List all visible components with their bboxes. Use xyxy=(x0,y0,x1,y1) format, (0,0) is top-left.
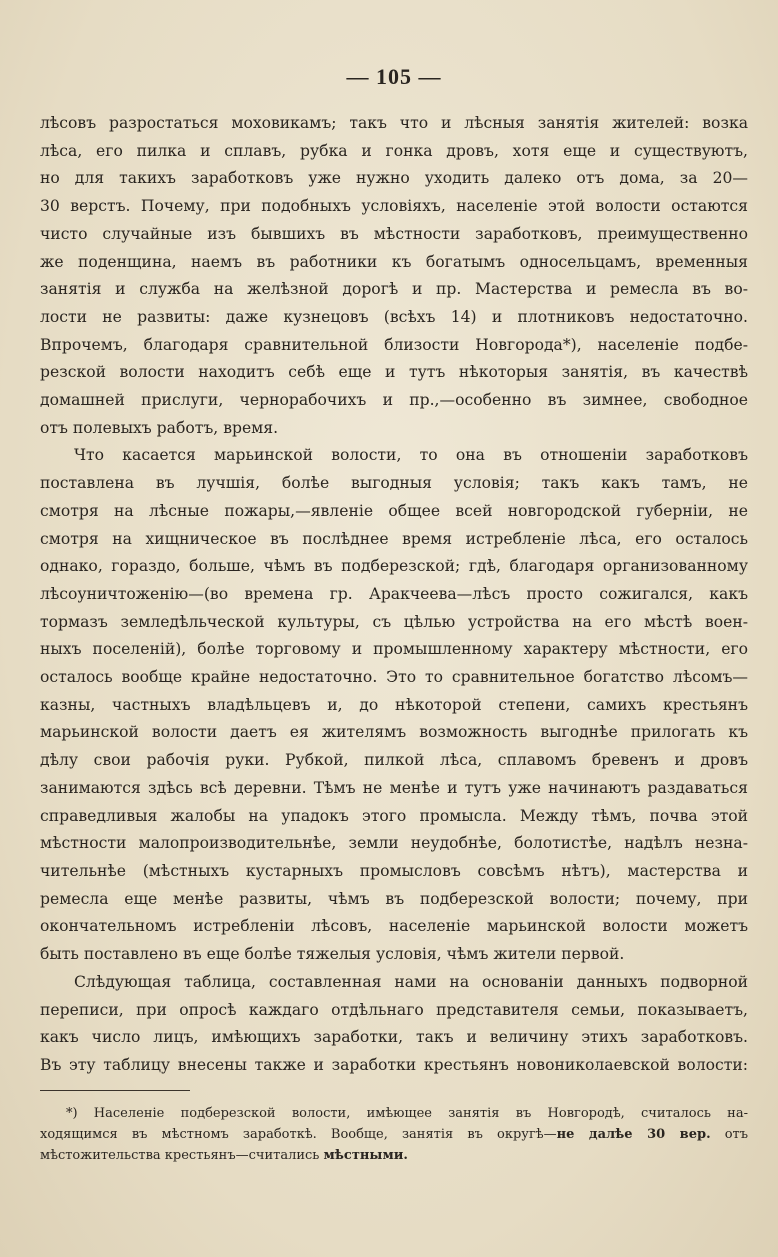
text-line: ремесла еще менѣе развиты, чѣмъ въ подберезской волости; почему, при xyxy=(40,889,748,908)
text-line: какъ число лицъ, имѣющихъ заработки, такъ и величину этихъ заработковъ. xyxy=(40,1028,748,1047)
text-line: но для такихъ заработковъ уже нужно уходить далеко отъ дома, за 20— xyxy=(40,169,748,188)
text-line: чисто случайные изъ бывшихъ въ мѣстности заработковъ, преимущественно xyxy=(40,224,748,243)
page-number: — 105 — xyxy=(346,64,442,89)
text-line: лѣсовъ разростаться моховикамъ; такъ что и лѣсныя занятія жителей: возка xyxy=(40,114,748,132)
footnote-divider xyxy=(40,1090,190,1091)
text-line: занимаются здѣсь всѣ деревни. Тѣмъ не менѣе и тутъ уже начинаютъ раздаваться xyxy=(40,778,748,797)
footnote-bold-text: не далѣе 30 вер. xyxy=(556,1126,711,1142)
text-line: однако, гораздо, больше, чѣмъ въ подберезской; гдѣ, благодаря организованному xyxy=(40,557,748,576)
footnote xyxy=(40,1103,748,1166)
text-line: же поденщина, наемъ въ работники къ богатымъ односельцамъ, временныя xyxy=(40,252,748,271)
text-line: Въ эту таблицу внесены также и заработки крестьянъ новониколаевской волости: xyxy=(40,1055,748,1074)
text-line: лости не развиты: даже кузнецовъ (всѣхъ 14) и плотниковъ недостаточно. xyxy=(40,307,748,326)
text-line: осталось вообще крайне недостаточно. Это то сравнительное богатство лѣсомъ— xyxy=(40,668,748,687)
text-line: чительнѣе (мѣстныхъ кустарныхъ промысловъ совсѣмъ нѣтъ), мастерства и xyxy=(40,861,748,880)
text-line: тормазъ земледѣльческой культуры, съ цѣлью устройства на его мѣстѣ воен- xyxy=(40,612,748,631)
text-line: смотря на лѣсные пожары,—явленіе общее всей новгородской губерніи, не xyxy=(40,501,748,520)
footnote-bold-text: мѣстными. xyxy=(323,1147,408,1163)
paragraph-3 xyxy=(40,969,748,1080)
text-line: лѣсоуничтоженію—(во времена гр. Аракчеева—лѣсъ просто сожигался, какъ xyxy=(40,584,748,603)
text-line: отъ полевыхъ работъ, время. xyxy=(40,418,279,437)
text-line: смотря на хищническое въ послѣднее время истребленіе лѣса, его осталось xyxy=(40,529,748,548)
text-line: марьинской волости даетъ ея жителямъ возможность выгоднѣе прилогать къ xyxy=(40,723,748,742)
text-line: Что касается марьинской волости, то она въ отношеніи заработковъ xyxy=(74,446,748,465)
text-line: ныхъ поселеній), болѣе торговому и промышленному характеру мѣстности, его xyxy=(40,640,748,659)
text-line: окончательномъ истребленіи лѣсовъ, населеніе марьинской волости можетъ xyxy=(40,917,748,936)
footnote-line xyxy=(40,1124,748,1145)
text-line: Впрочемъ, благодаря сравнительной близости Новгорода*), населеніе подбе- xyxy=(40,335,748,354)
text-line: переписи, при опросѣ каждаго отдѣльнаго представителя семьи, показываетъ, xyxy=(40,1000,748,1019)
footnote-text: отъ xyxy=(710,1126,748,1142)
text-line: поставлена въ лучшія, болѣе выгодныя условія; такъ какъ тамъ, не xyxy=(40,474,748,493)
text-line: Слѣдующая таблица, составленная нами на основаніи данныхъ подворной xyxy=(74,972,748,991)
text-line: лѣса, его пилка и сплавъ, рубка и гонка дровъ, хотя еще и существуютъ, xyxy=(40,141,748,160)
footnote-text: ходящимся въ мѣстномъ заработкѣ. Вообще, занятія въ округѣ— xyxy=(40,1126,557,1142)
text-line: занятія и служба на желѣзной дорогѣ и пр. Мастерства и ремесла въ во- xyxy=(40,280,748,299)
text-line: дѣлу свои рабочія руки. Рубкой, пилкой лѣса, сплавомъ бревенъ и дровъ xyxy=(40,751,748,770)
text-line: быть поставлено въ еще болѣе тяжелыя условія, чѣмъ жители первой. xyxy=(40,945,625,964)
text-line: мѣстности малопроизводительнѣе, земли неудобнѣе, болотистѣе, надѣлъ незна- xyxy=(40,834,748,853)
footnote-line: *) Населеніе подберезской волости, имѣющее занятія въ Новгородѣ, считалось на- xyxy=(66,1105,748,1121)
text-line: казны, частныхъ владѣльцевъ и, до нѣкоторой степени, самихъ крестьянъ xyxy=(40,695,748,714)
paragraph-2 xyxy=(40,442,748,968)
text-line: справедливыя жалобы на упадокъ этого промысла. Между тѣмъ, почва этой xyxy=(40,806,748,825)
footnote-text: мѣстожительства крестьянъ—считались xyxy=(40,1147,324,1163)
paragraph-1 xyxy=(40,110,748,442)
text-line: 30 верстъ. Почему, при подобныхъ условіяхъ, населеніе этой волости остаются xyxy=(40,197,748,216)
footnote-line xyxy=(40,1145,748,1166)
text-line: домашней прислуги, чернорабочихъ и пр.,—особенно въ зимнее, свободное xyxy=(40,391,748,410)
text-line: резской волости находитъ себѣ еще и тутъ нѣкоторыя занятія, въ качествѣ xyxy=(40,363,748,382)
